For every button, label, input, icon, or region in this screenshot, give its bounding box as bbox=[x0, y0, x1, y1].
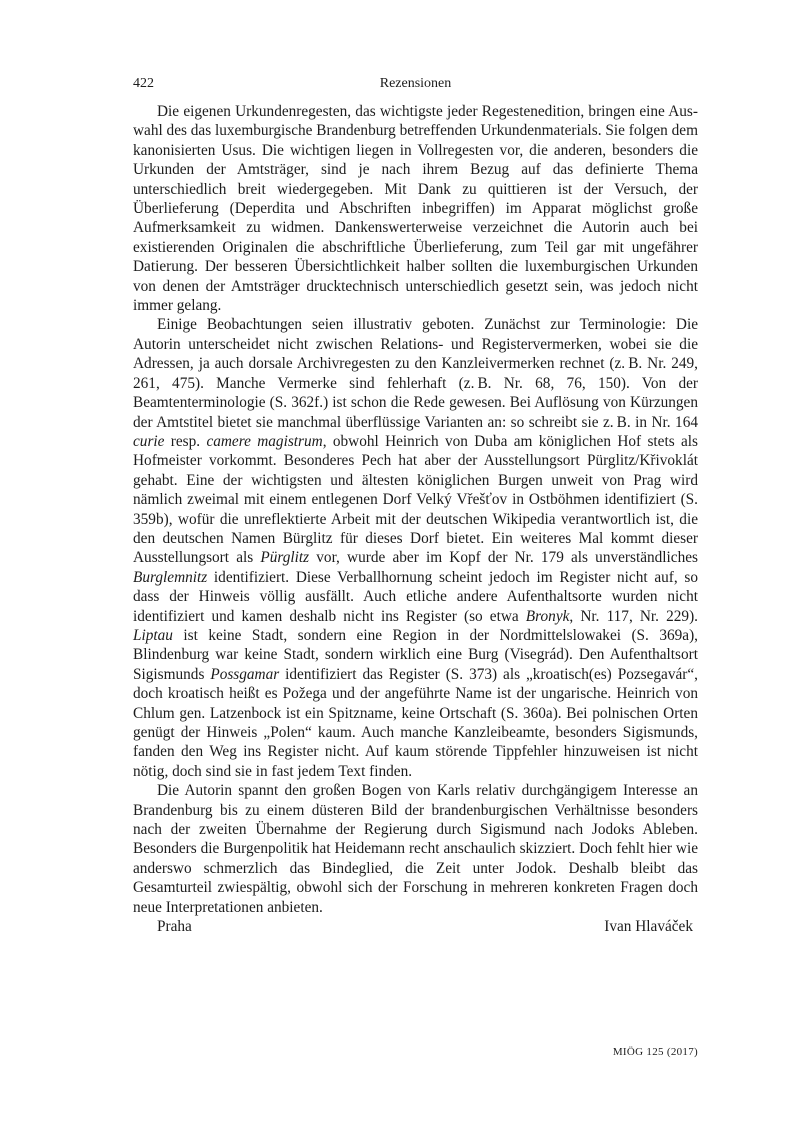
signature-author: Ivan Hlaváček bbox=[604, 918, 693, 936]
italic-term: Bronyk bbox=[525, 607, 570, 625]
journal-footer: MIÖG 125 (2017) bbox=[612, 1046, 698, 1058]
italic-term: Burglemnitz bbox=[133, 568, 208, 586]
italic-term: Possgamar bbox=[210, 665, 280, 683]
text-run: Einige Beobachtungen seien illustrativ geboten. Zunächst zur Terminologie: Die Autorin unterscheidet nicht zwischen Relations- und Registervermerken, wobei sie die Adressen, ja auch dorsale Archivregesten zu den Kanzleivermerken rechnet (z. B. Nr. 249, 261, 475). Manche Vermerke sind fehlerhaft (z. B. Nr. 68, 76, 150). Von der Beamtenterminologie (S. 362f.) ist schon die Rede gewesen. Bei Auflösung von Kürzungen der Amtstitel bietet sie manchmal überflüssige Varianten an: so schreibt sie z. B. in Nr. 164 bbox=[133, 316, 698, 431]
text-run: vor, wurde aber im Kopf der Nr. 179 als unverständliches bbox=[309, 549, 698, 567]
text-run: resp. bbox=[164, 432, 207, 450]
running-head bbox=[133, 76, 698, 98]
signature-place: Praha bbox=[157, 918, 192, 936]
body-text bbox=[133, 102, 698, 936]
text-run: Die Autorin spannt den großen Bogen von Karls relativ durchgängigem Interesse an Brandenburg bis zu einem düsteren Bild der brandenburgischen Verhältnisse besonders nach der zweiten Übernahme der Regierung durch Sigismund nach Jodoks Ableben. Besonders die Burgenpolitik hat Heidemann recht anschaulich skizziert. Doch fehlt hier wie anderswo schmerzlich das Bindeglied, die Zeit unter Jodok. Deshalb bleibt das Gesamturteil zwiespältig, obwohl sich der Forschung in mehreren konkreten Fragen doch neue Interpretationen anbieten. bbox=[133, 782, 698, 916]
paragraph-3 bbox=[133, 781, 698, 917]
page-number: 422 bbox=[133, 76, 154, 91]
italic-term: camere magistrum bbox=[206, 432, 323, 450]
italic-term: Liptau bbox=[133, 626, 173, 644]
italic-term: curie bbox=[133, 432, 165, 450]
paragraph-2 bbox=[133, 315, 698, 781]
text-run: identifiziert das Register (S. 373) als „kroatisch(es) Pozsegavár“, doch kroatisch heißt es Požega und der angeführte Name ist der ungarische. Heinrich von Chlum gen. Latzenbock ist ein Spitzname, keine Ortschaft (S. 360a). Bei polnischen Orten genügt der Hinweis „Polen“ kaum. Auch manche Kanzleibeamte, besonders Sigismunds, fanden den Weg ins Register nicht. Auf kaum störende Tippfehler hinzuweisen ist nicht nötig, doch sind sie in fast jedem Text finden. bbox=[133, 665, 698, 780]
italic-term: Pürglitz bbox=[260, 549, 310, 567]
text-run: identifiziert. Diese Verballhornung scheint jedoch im Register nicht auf, so dass der Hinweis völlig ausfällt. Auch etliche andere Aufenthaltsorte wurden nicht identifiziert und kamen deshalb nicht ins Register (so etwa bbox=[133, 568, 698, 625]
text-run: ist keine Stadt, sondern eine Region in der Nordmittelslowakei (S. 369a), Blindenburg war keine Stadt, sondern wirklich eine Burg (Visegrád). Den Aufenthaltsort Sigismunds bbox=[133, 626, 698, 683]
text-run: , obwohl Heinrich von Duba am königlichen Hof stets als Hofmeister vorkommt. Besonderes Pech hat aber der Ausstellungsort Pürglitz/Křivoklát gehabt. Eine der wichtigsten und ältesten königlichen Burgen unweit von Prag wird nämlich zweimal mit einem entlegenen Dorf Velký Vřešťov in Ostböhmen identifiziert (S. 359b), wofür die unreflektierte Arbeit mit der deutschen Wikipedia verantwortlich ist, die den deutschen Namen Bürglitz für dieses Dorf bietet. Ein weiteres Mal kommt dieser Ausstellungsort als bbox=[133, 432, 698, 567]
running-title: Rezensionen bbox=[379, 76, 452, 91]
paragraph-1 bbox=[133, 102, 698, 315]
text-run: , Nr. 117, Nr. 229). bbox=[569, 607, 698, 625]
text-run: Die eigenen Urkundenregesten, das wichtigste jeder Regestenedition, bringen eine Auswahl des das luxemburgische Brandenburg betreffenden Urkundenmaterials. Sie folgen dem kanonisierten Usus. Die wichtigen liegen in Vollregesten vor, die anderen, besonders die Urkunden der Amtsträger, sind je nach ihrem Bezug auf das definierte Thema unterschiedlich breit wiedergegeben. Mit Dank zu quittieren ist der Versuch, der Überlieferung (Deperdita und Abschriften inbegriffen) im Apparat möglichst große Aufmerksamkeit zu widmen. Dankenswerterweise verzeichnet die Autorin auch bei existierenden Originalen die abschriftliche Überlieferung, zum Teil gar mit ungefährer Datierung. Der besseren Übersichtlichkeit halber sollten die luxemburgischen Urkunden von denen der Amtsträger drucktechnisch unterschiedlich gesetzt sein, was jedoch nicht immer gelang. bbox=[133, 103, 698, 315]
signature-line bbox=[133, 917, 698, 936]
page bbox=[133, 76, 698, 936]
